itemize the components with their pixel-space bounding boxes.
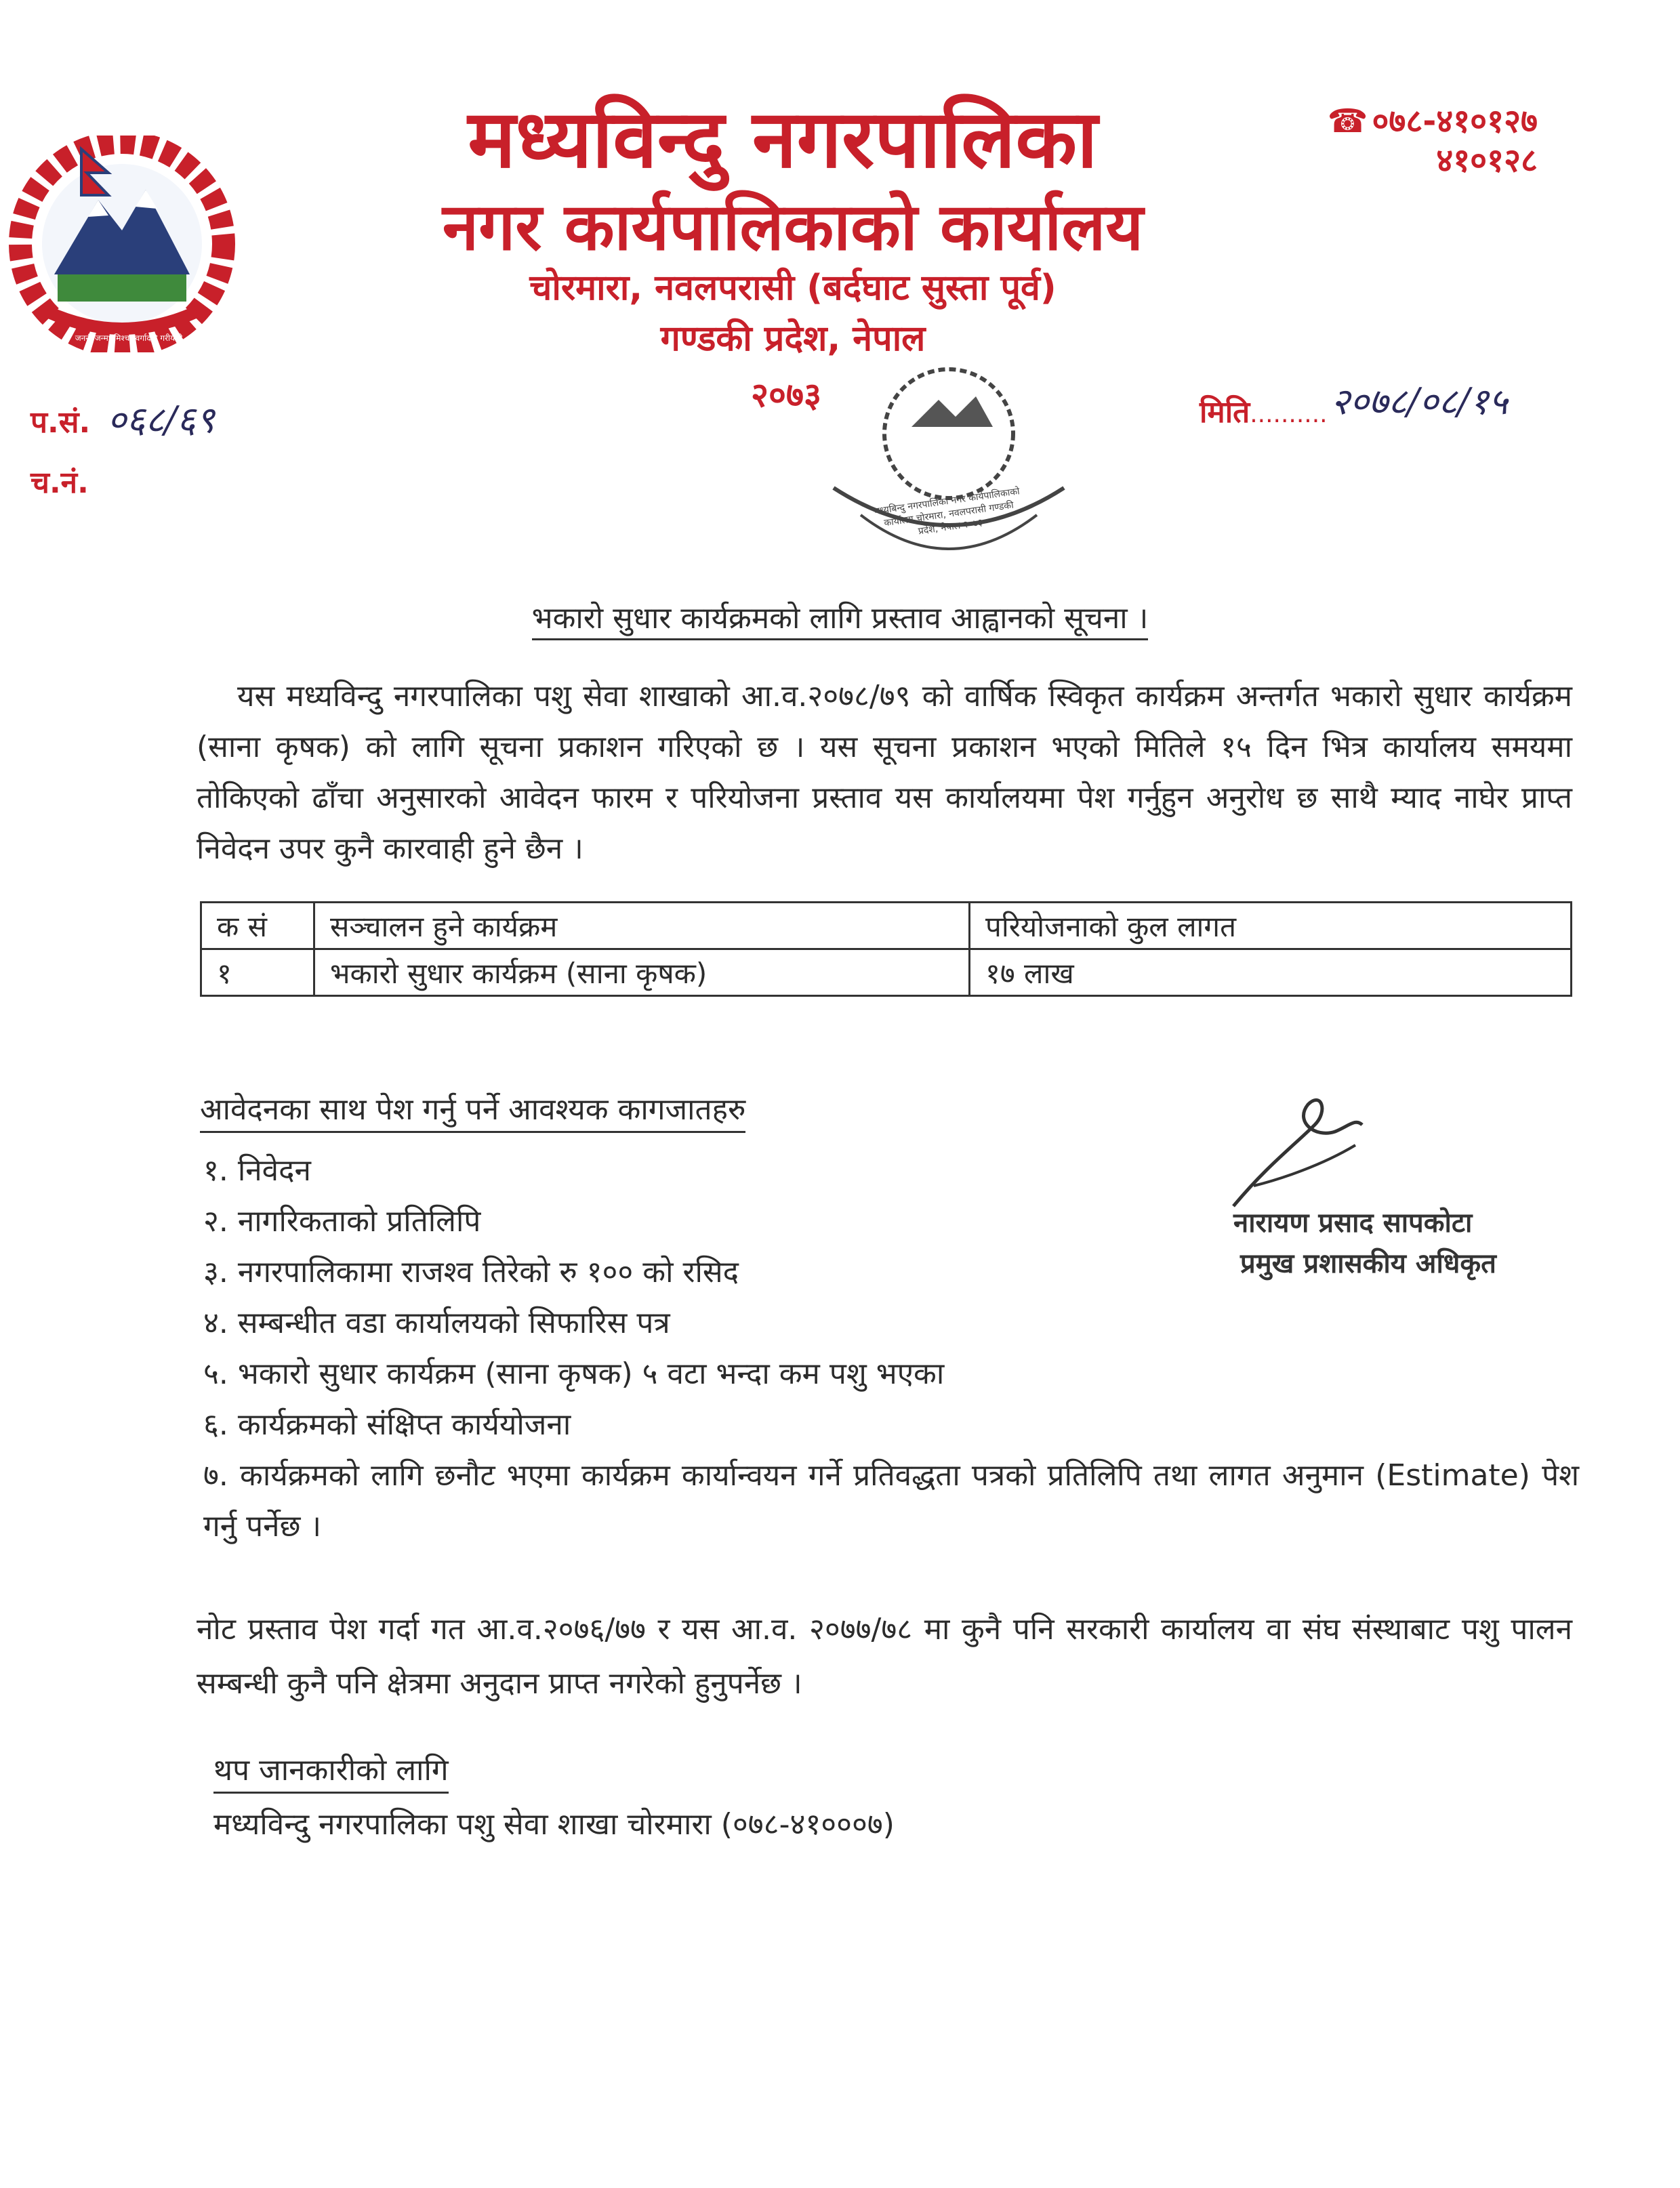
- list-item: ५. भकारो सुधार कार्यक्रम (साना कृषक) ५ वटा भन्दा कम पशु भएका: [203, 1357, 945, 1391]
- telephone-icon: ☎: [1327, 102, 1368, 140]
- list-item: २. नागरिकताको प्रतिलिपि: [203, 1204, 481, 1239]
- municipality-name: मध्यविन्दु नगरपालिका: [468, 92, 1098, 186]
- more-info-heading: थप जानकारीको लागि: [213, 1748, 449, 1794]
- notice-title-text: भकारो सुधार कार्यक्रमको लागि प्रस्ताव आह्वानको सूचना ।: [532, 601, 1149, 640]
- emblem-motto: जननी जन्मभूमिश्च स्वर्गादपि गरीयसी: [75, 333, 183, 343]
- list-item: ३. नगरपालिकामा राजश्व तिरेको रु १०० को रसिद: [203, 1255, 739, 1289]
- office-address: चोरमारा, नवलपरासी (बर्दघाट सुस्ता पूर्व): [529, 268, 1057, 308]
- cell-cost: १७ लाख: [970, 949, 1572, 996]
- header-program: सञ्चालन हुने कार्यक्रम: [314, 903, 970, 949]
- notice-body: यस मध्यविन्दु नगरपालिका पशु सेवा शाखाको आ.व.२०७८/७९ को वार्षिक स्विकृत कार्यक्रम अन्तर्गत भकारो सुधार कार्यक्रम (साना कृषक) को लागि सूचना प्रकाशन गरिएको छ । यस सूचना प्रकाशन भएको मितिले १५ दिन भित्र कार्यालय समयमा तोकिएको ढाँचा अनुसारको आवेदन फारम र परियोजना प्रस्ताव यस कार्यालयमा पेश गर्नुहुन अनुरोध छ साथै म्याद नाघेर प्राप्त निवेदन उपर कुनै कारवाही हुने छैन ।: [197, 679, 1572, 866]
- signature-scribble: [1213, 1084, 1416, 1220]
- date-value: २०७८/०८/१५: [1330, 380, 1508, 423]
- program-table: [200, 901, 1572, 997]
- signatory-name: नारायण प्रसाद सापकोटा: [1233, 1207, 1473, 1239]
- stamp-text: मध्यबिन्दु नगरपालिका नगर कार्यपालिकाको कार्यालय चोरमारा, नवलपरासी गण्डकी प्रदेश, नेपाल २०७३: [874, 486, 1021, 537]
- cell-serial: १: [201, 949, 314, 996]
- list-item: ६. कार्यक्रमको संक्षिप्त कार्ययोजना: [203, 1407, 571, 1442]
- signatory-title: प्रमुख प्रशासकीय अधिकृत: [1240, 1248, 1496, 1279]
- established-year: २०७३: [751, 375, 821, 415]
- note-paragraph: नोट प्रस्ताव पेश गर्दा गत आ.व.२०७६/७७ र यस आ.व. २०७७/७८ मा कुनै पनि सरकारी कार्यालय वा संघ संस्थाबाट पशु पालन सम्बन्धी कुनै पनि क्षेत्रमा अनुदान प्राप्त नगरेको हुनुपर्नेछ ।: [197, 1612, 1572, 1701]
- ps-number: [30, 393, 215, 443]
- date-field: मिति.......... २०७८/०८/१५: [1200, 380, 1508, 430]
- phone-number-1: ०७८-४१०१२७: [1372, 102, 1538, 140]
- phone-block: [1328, 102, 1538, 180]
- office-name: नगर कार्यपालिकाको कार्यालय: [442, 189, 1144, 265]
- table-header-row: [201, 903, 1572, 949]
- cell-program: भकारो सुधार कार्यक्रम (साना कृषक): [314, 949, 970, 996]
- office-stamp: [813, 359, 1084, 603]
- cn-label: च.नं.: [30, 466, 89, 500]
- list-item: १. निवेदन: [203, 1153, 311, 1188]
- phone-number-2: ४१०१२८: [1436, 142, 1538, 180]
- office-province: गण्डकी प्रदेश, नेपाल: [660, 318, 926, 359]
- list-item: ४. सम्बन्धीत वडा कार्यालयको सिफारिस पत्र: [203, 1306, 670, 1340]
- contact-line: मध्यविन्दु नगरपालिका पशु सेवा शाखा चोरमारा (०७८-४१०००७): [213, 1807, 895, 1842]
- ps-label: प.सं.: [30, 405, 91, 440]
- table-row: [201, 949, 1572, 996]
- header-serial: क सं: [201, 903, 314, 949]
- notice-title: [0, 596, 1680, 637]
- ps-value: ०६८/६९: [107, 398, 215, 441]
- list-item: ७. कार्यक्रमको लागि छनौट भएमा कार्यक्रम कार्यान्वयन गर्ने प्रतिवद्धता पत्रको प्रतिलिपि तथा लागत अनुमान (Estimate) पेश गर्नु पर्नेछ ।: [203, 1458, 1579, 1544]
- requirements-heading: आवेदनका साथ पेश गर्नु पर्ने आवश्यक कागजातहरु: [200, 1088, 745, 1133]
- header-cost: परियोजनाको कुल लागत: [970, 903, 1572, 949]
- date-label: मिति: [1200, 395, 1250, 430]
- emblem-logo: [7, 136, 237, 352]
